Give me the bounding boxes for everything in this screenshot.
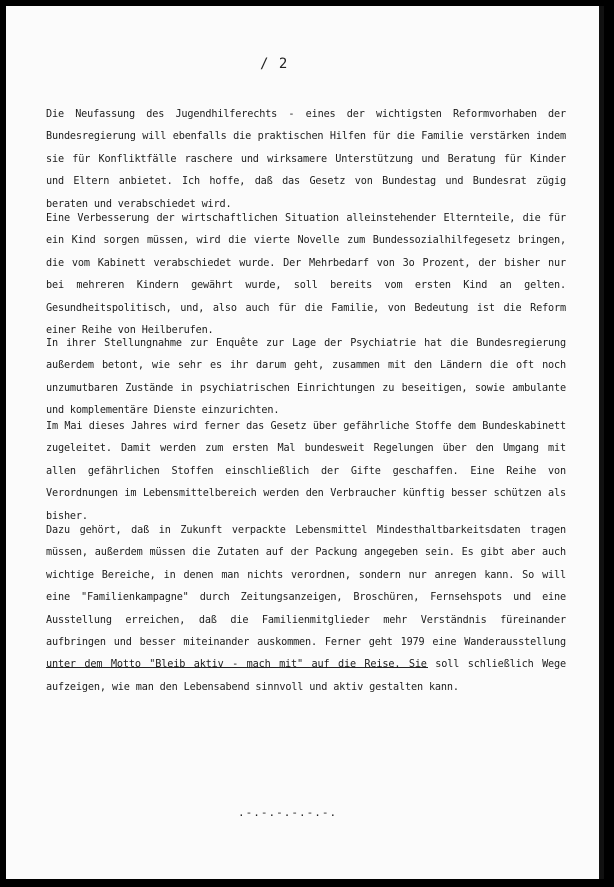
end-of-section-mark: .-.-.-.-.-.-. [238, 806, 338, 819]
paragraph-single-parents: Eine Verbesserung der wirtschaftlichen Situation alleinstehender Elternteile, die für ein Kind sorgen müssen, wird die vierte Novelle zum Bundessozialhilfegesetz bringen, die vom Kabinett verabschiedet wurde. Der Mehrbedarf von 3o Prozent, der bisher nur bei mehreren Kindern gewährt wurde, soll bereits vom ersten Kind an gelten. Gesundheitspolitisch, und, also auch für die Familie, von Bedeutung ist die Reform einer Reihe von Heilberufen. [46, 213, 566, 337]
paragraph-youth-welfare-law: Die Neufassung des Jugendhilferechts - eines der wichtigsten Reformvorhaben der Bundesregierung will ebenfalls die praktischen Hilfen für die Familie verstärken indem sie für Konfliktfälle raschere und wirksamere Unterstützung und Beratung für Kinder und Eltern anbietet. Ich hoffe, daß das Gesetz von Bundestag und Bundesrat zügig beraten und verabschiedet wird. [46, 109, 566, 210]
document-page [6, 6, 604, 879]
page-number: / 2 [260, 56, 289, 72]
paragraph-psychiatry: In ihrer Stellungnahme zur Enquête zur Lage der Psychiatrie hat die Bundesregierung außerdem betont, wie sehr es ihr darum geht, zusammen mit den Ländern die oft noch unzumutbaren Zustände in psychiatrischen Einrichtungen zu beseitigen, sowie ambulante und komplementäre Dienste einzurichten. [46, 338, 566, 417]
paragraph-food-labeling: Dazu gehört, daß in Zukunft verpackte Lebensmittel Mindesthaltbarkeitsdaten tragen müssen, außerdem müssen die Zutaten auf der Packung angegeben sein. Es gibt aber auch wichtige Bereiche, in denen man nichts verordnen, sondern nur anregen kann. So will eine "Familienkampagne" durch Zeitungsanzeigen, Broschüren, Fernsehspots und eine Ausstellung erreichen, daß die Familienmitglieder mehr Verständnis füreinander aufbringen und besser miteinander auskommen. Ferner geht 1979 eine Wanderausstellung unter dem Motto "Bleib aktiv - mach mit" auf die Reise. Sie soll schließlich Wege aufzeigen, wie man den Lebensabend sinnvoll und aktiv gestalten kann. [46, 525, 566, 693]
text-underline [46, 667, 428, 668]
paragraph-hazardous-substances: Im Mai dieses Jahres wird ferner das Gesetz über gefährliche Stoffe dem Bundeskabinett zugeleitet. Damit werden zum ersten Mal bundesweit Regelungen über den Umgang mit allen gefährlichen Stoffen einschließlich der Gifte geschaffen. Eine Reihe von Verordnungen im Lebensmittelbereich werden den Verbraucher künftig besser schützen als bisher. [46, 421, 566, 522]
